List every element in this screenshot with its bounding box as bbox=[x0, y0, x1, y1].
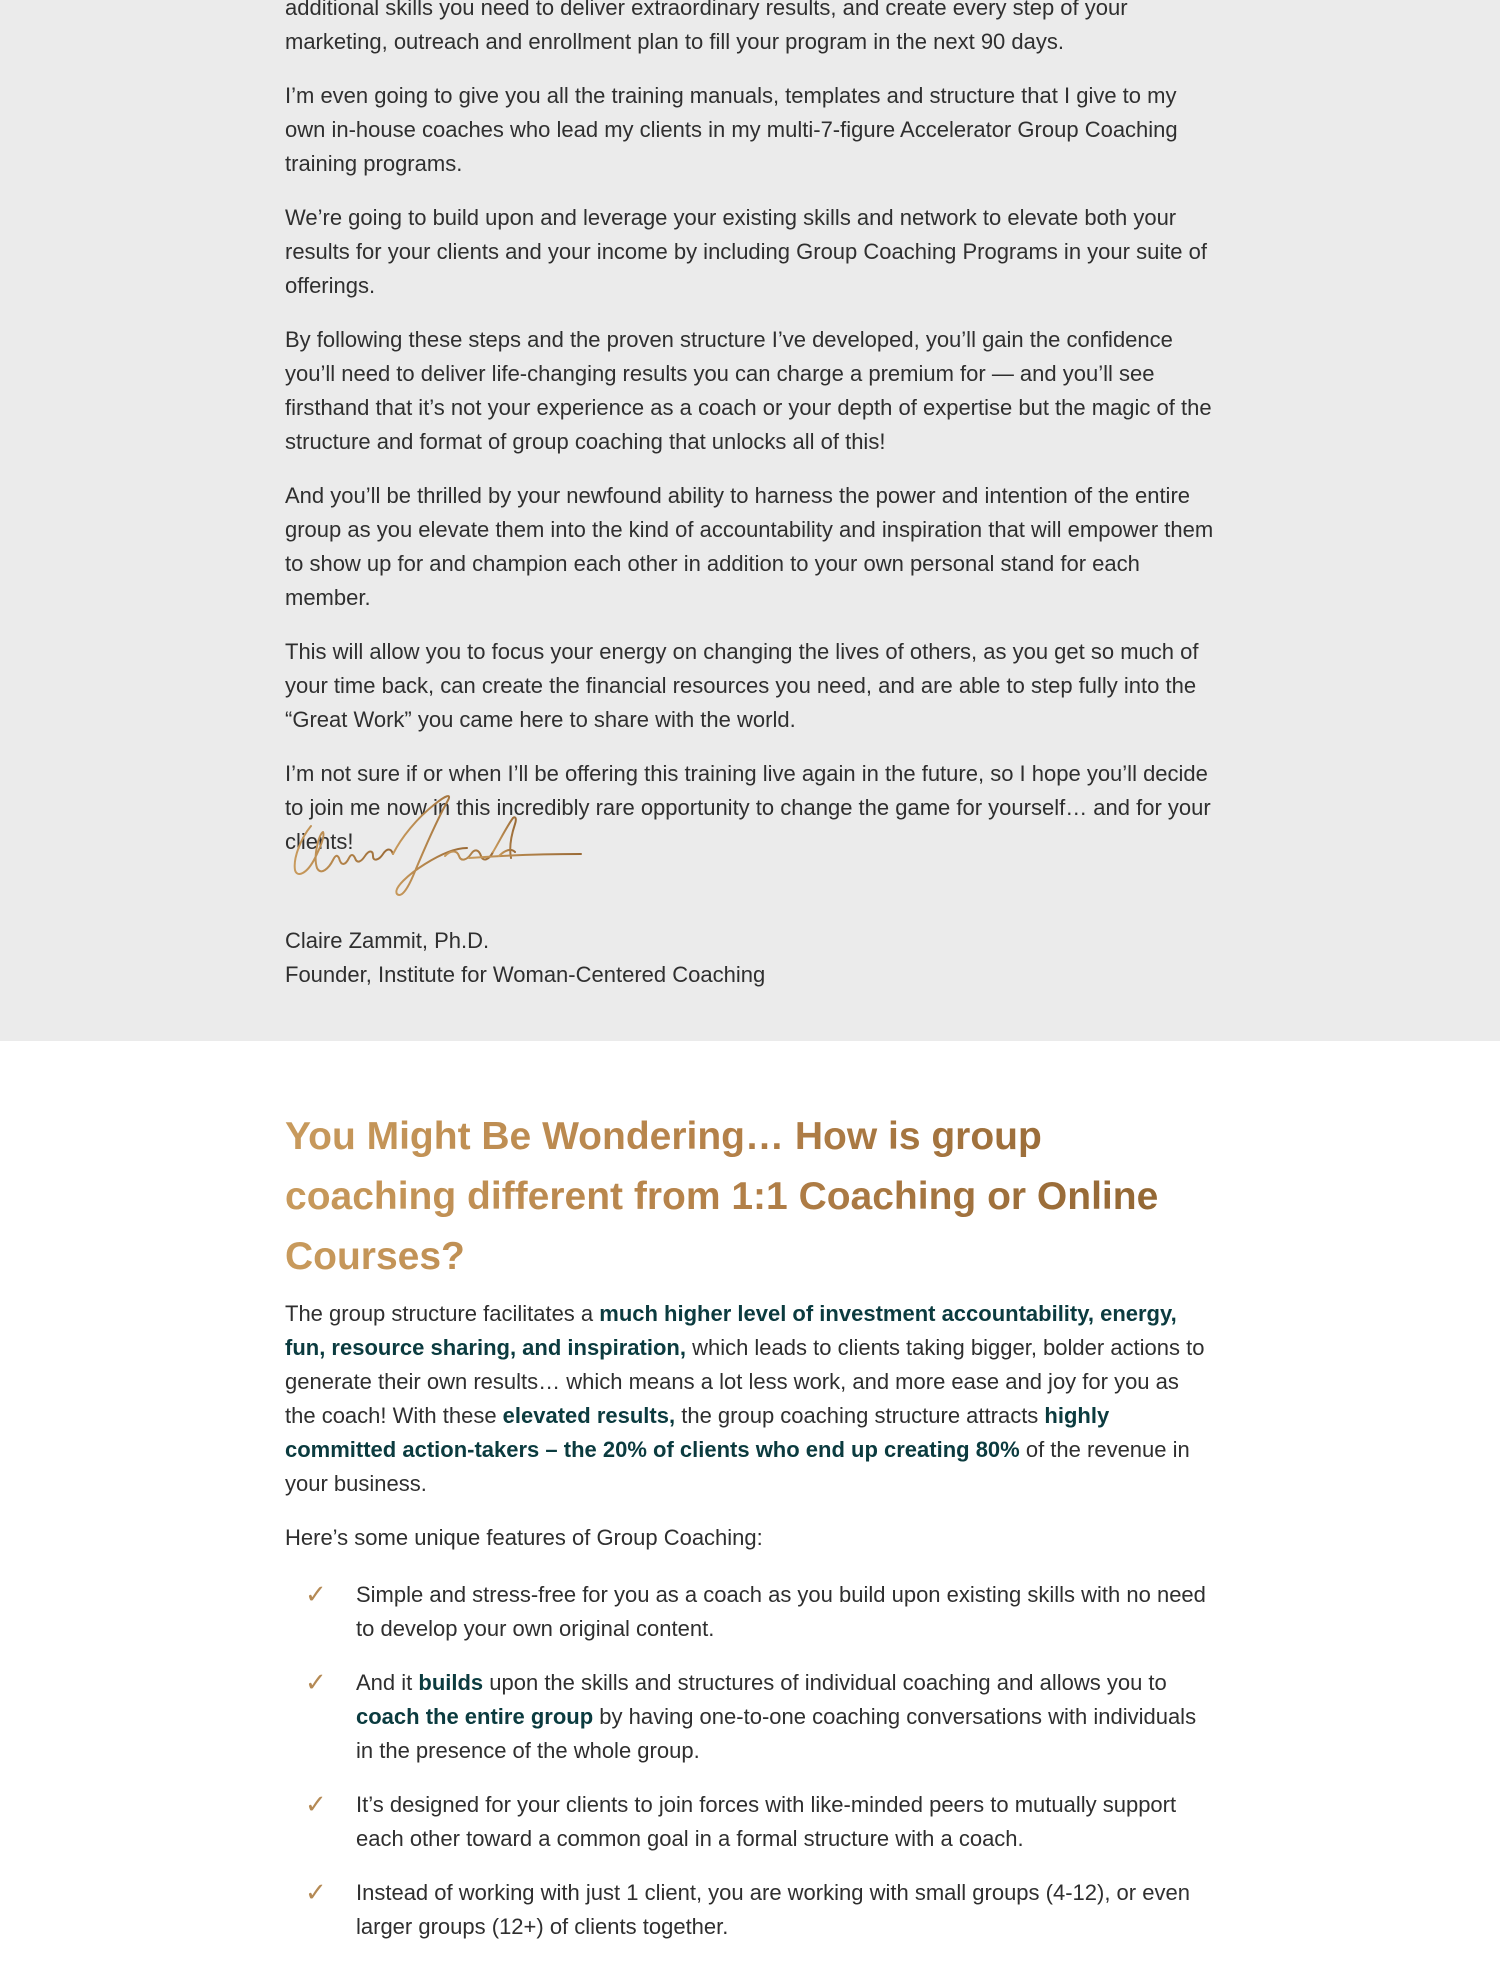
list-item bbox=[285, 1876, 1215, 1944]
signature-image bbox=[285, 778, 585, 903]
checkmark-icon: ✓ bbox=[305, 1790, 327, 1820]
checkmark-icon: ✓ bbox=[305, 1580, 327, 1610]
feature-text: And it bbox=[356, 1670, 419, 1695]
intro-text: The group structure facilitates a bbox=[285, 1301, 600, 1326]
feature-highlight: builds bbox=[418, 1670, 484, 1695]
letter-paragraph: We’re going to build upon and leverage your existing skills and network to elevate both your results for your clients and your income by including Group Coaching Programs in your suite of offerings. bbox=[285, 205, 1208, 298]
intro-text: which leads to clients taking bigger, bolder actions to generate their own results… which means a lot less work, and more ease and joy for you as the coach! With these bbox=[285, 1335, 1205, 1428]
feature-text: by having one-to-one coaching conversations with individuals in the presence of the whole group. bbox=[356, 1704, 1197, 1763]
letter-paragraph: additional skills you need to deliver extraordinary results, and create every step of your marketing, outreach and enrollment plan to fill your program in the next 90 days. bbox=[285, 0, 1128, 54]
features-intro: Here’s some unique features of Group Coaching: bbox=[285, 1525, 763, 1550]
checkmark-icon: ✓ bbox=[305, 1668, 327, 1698]
list-item bbox=[285, 1788, 1215, 1856]
list-item bbox=[285, 1666, 1215, 1768]
features-list bbox=[285, 1578, 1215, 1964]
section-intro bbox=[285, 1297, 1215, 1575]
feature-text: Instead of working with just 1 client, you are working with small groups (4-12), or even larger groups (12+) of clients together. bbox=[356, 1880, 1190, 1939]
intro-paragraph bbox=[285, 1297, 1215, 1501]
letter-paragraph: By following these steps and the proven structure I’ve developed, you’ll gain the confidence you’ll need to deliver life-changing results you can charge a premium for — and you’ll see firsthand that it’s not your experience as a coach or your depth of expertise but the magic of the structure and format of group coaching that unlocks all of this! bbox=[285, 327, 1212, 454]
group-coaching-section bbox=[0, 1041, 1500, 1940]
letter-body bbox=[285, 0, 1215, 879]
feature-text: It’s designed for your clients to join forces with like-minded peers to mutually support each other toward a common goal in a formal structure with a coach. bbox=[356, 1792, 1177, 1851]
feature-text: upon the skills and structures of individual coaching and allows you to bbox=[483, 1670, 1167, 1695]
signature-block bbox=[285, 924, 765, 992]
section-heading: You Might Be Wondering… How is group coaching different from 1:1 Coaching or Online Courses? bbox=[285, 1107, 1215, 1287]
feature-highlight: coach the entire group bbox=[356, 1704, 594, 1729]
letter-paragraph: I’m not sure if or when I’ll be offering this training live again in the future, so I hope you’ll decide to join me now in this incredibly rare opportunity to change the game for yourself… and for your clients! bbox=[285, 761, 1211, 854]
checkmark-icon: ✓ bbox=[305, 1878, 327, 1908]
intro-highlight: highly committed action-takers – the 20% of clients who end up creating 80% bbox=[285, 1403, 1110, 1462]
letter-paragraph: I’m even going to give you all the training manuals, templates and structure that I give to my own in-house coaches who lead my clients in my multi-7-figure Accelerator Group Coaching training programs. bbox=[285, 83, 1178, 176]
intro-text: of the revenue in your business. bbox=[285, 1437, 1190, 1496]
intro-text: the group coaching structure attracts bbox=[675, 1403, 1045, 1428]
letter-paragraph: This will allow you to focus your energy on changing the lives of others, as you get so much of your time back, can create the financial resources you need, and are able to step fully into the “Great Work” you came here to share with the world. bbox=[285, 639, 1199, 732]
signer-title: Founder, Institute for Woman-Centered Coaching bbox=[285, 962, 766, 987]
list-item bbox=[285, 1578, 1215, 1646]
letter-paragraph: And you’ll be thrilled by your newfound ability to harness the power and intention of the entire group as you elevate them into the kind of accountability and inspiration that will empower them to show up for and champion each other in addition to your own personal stand for each member. bbox=[285, 483, 1214, 610]
feature-text: Simple and stress-free for you as a coach as you build upon existing skills with no need to develop your own original content. bbox=[356, 1582, 1206, 1641]
intro-highlight: much higher level of investment accountability, energy, fun, resource sharing, and inspiration, bbox=[285, 1301, 1177, 1360]
signer-name: Claire Zammit, Ph.D. bbox=[285, 928, 490, 953]
intro-highlight: elevated results, bbox=[502, 1403, 676, 1428]
